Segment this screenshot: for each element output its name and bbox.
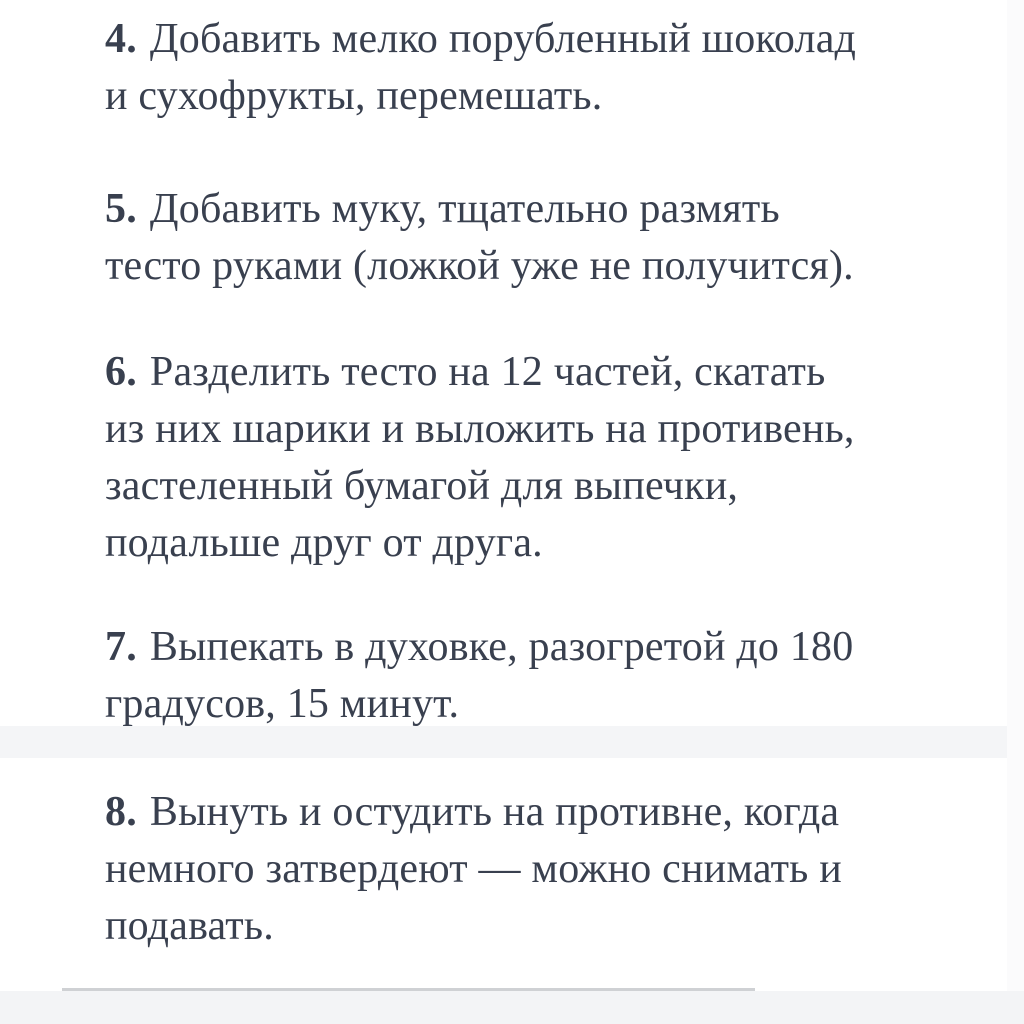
step-number: 5.: [105, 186, 137, 232]
step-line: тесто руками (ложкой уже не получится).: [105, 243, 854, 289]
step-text: Разделить тесто на 12 частей, скатать: [149, 349, 826, 395]
step-number: 7.: [105, 624, 137, 670]
recipe-step-7: [105, 619, 965, 733]
step-text: Вынуть и остудить на противне, когда: [149, 789, 840, 835]
step-text: Выпекать в духовке, разогретой до 180: [149, 624, 854, 670]
step-line: и сухофрукты, перемешать.: [105, 73, 603, 119]
recipe-step-5: [105, 181, 965, 295]
step-line: градусов, 15 минут.: [105, 681, 460, 727]
step-line: подальше друг от друга.: [105, 520, 543, 566]
step-text: Добавить мелко порубленный шоколад: [149, 16, 857, 62]
step-line: [105, 344, 965, 401]
step-line: немного затвердеют — можно снимать и: [105, 846, 842, 892]
step-line: [105, 181, 965, 238]
recipe-step-4: [105, 11, 965, 125]
step-line: из них шарики и выложить на противень,: [105, 406, 855, 452]
step-text: Добавить муку, тщательно размять: [149, 186, 780, 232]
step-line: подавать.: [105, 903, 274, 949]
step-number: 4.: [105, 16, 137, 62]
step-line: [105, 784, 965, 841]
step-line: [105, 11, 965, 68]
step-line: застеленный бумагой для выпечки,: [105, 463, 739, 509]
footer-strip: [0, 991, 1024, 1024]
recipe-step-8: [105, 784, 965, 955]
recipe-step-6: [105, 344, 965, 572]
step-line: [105, 619, 965, 676]
step-number: 6.: [105, 349, 137, 395]
right-edge-strip: [1007, 0, 1024, 1024]
step-number: 8.: [105, 789, 137, 835]
